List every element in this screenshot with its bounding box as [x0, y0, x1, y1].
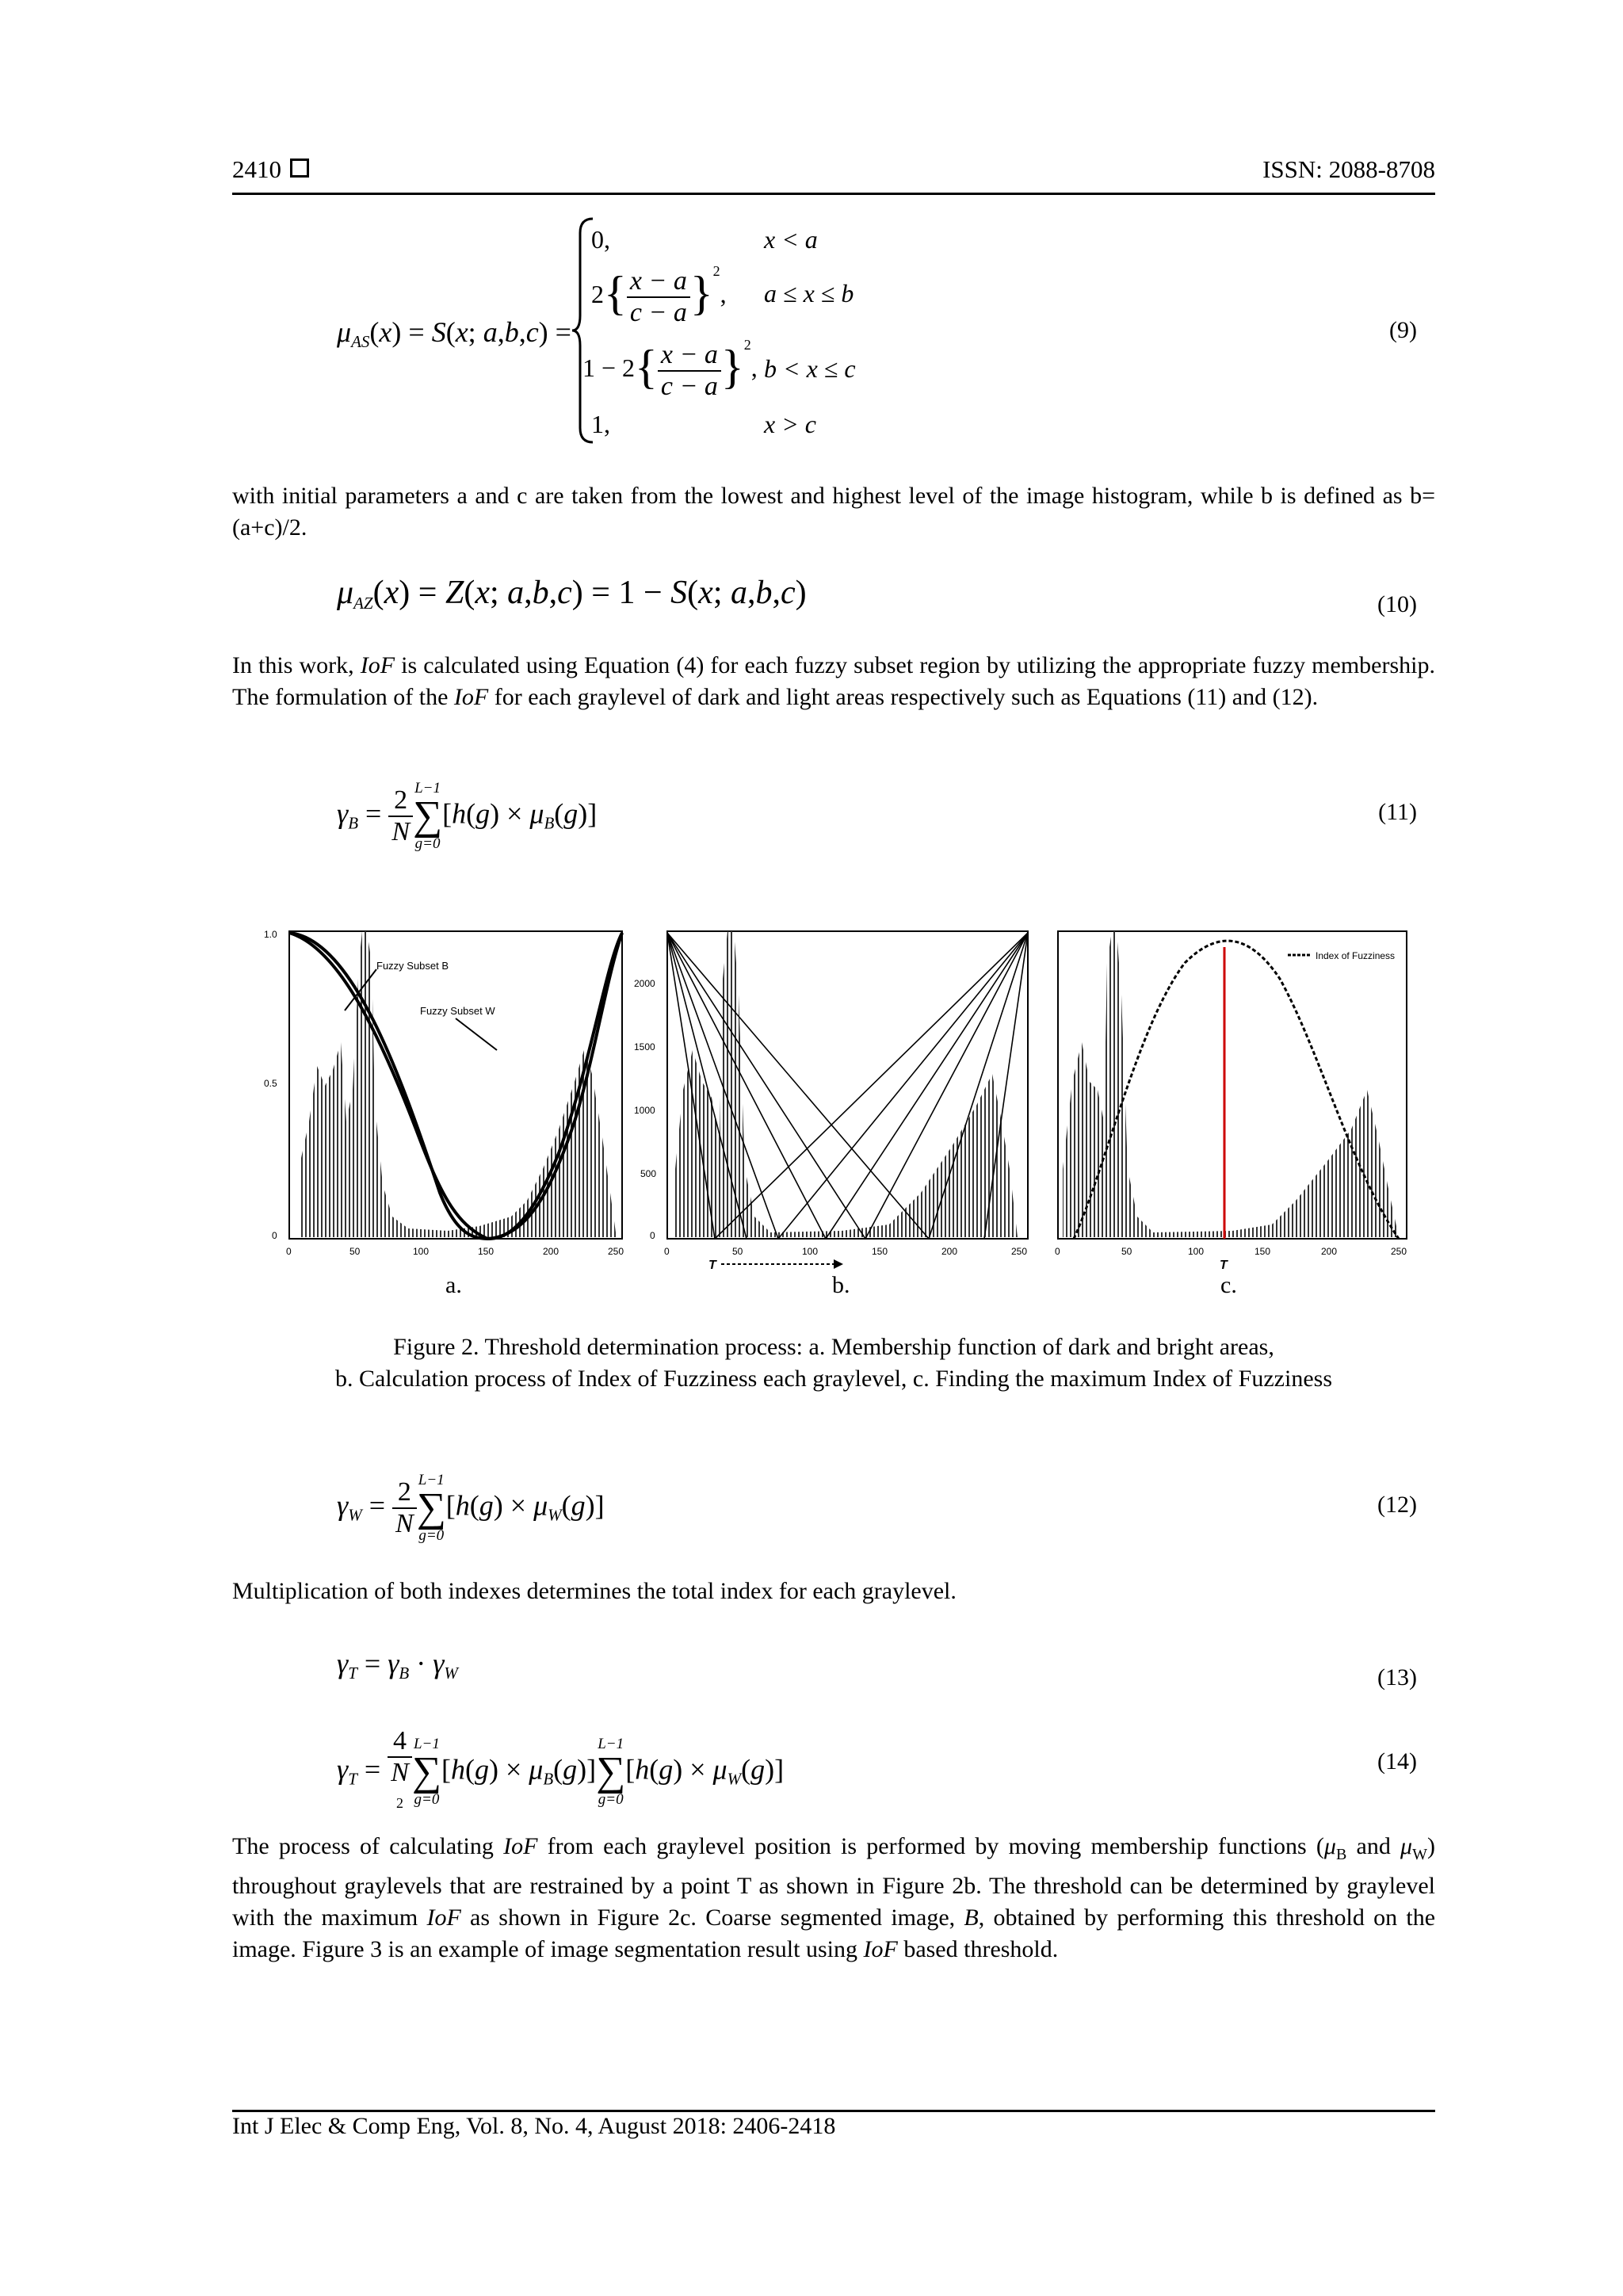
svg-text:0: 0 — [272, 1230, 277, 1241]
svg-text:T: T — [708, 1259, 716, 1272]
square-bullet-icon — [290, 159, 309, 178]
svg-text:1.0: 1.0 — [264, 929, 277, 940]
svg-text:100: 100 — [1188, 1246, 1205, 1257]
paragraph-process-description: The process of calculating IoF from each graylevel position is performed by moving membership functions ($\mu_B$ and $\mu_W$) throughout graylevels that are restrained by a point T as shown in Figure 2b. The threshold can be determined by graylevel with the maximum IoF as shown in Figure 2c. Coarse segmented image, B, obtained by performing this threshold on the image. Figure 3 is an example of image segmentation result using IoF based threshold. — [232, 1833, 1436, 1962]
svg-text:200: 200 — [941, 1246, 958, 1257]
equation-14: $\gamma_T$ = 4 N 2 L−1 ∑ g=0 $[h(g) \times \mu_B(g)]$ L−1 ∑ g=0 $[h(g) \times \mu_W(g)]$ — [337, 1726, 785, 1811]
equation-number-11: (11) — [1378, 799, 1417, 825]
figure-caption: Figure 2. Threshold determination process: a. Membership function of dark and bright areas, b. Calculation process of Index of Fuzziness each graylevel, c. Finding the maximum Index of Fuzziness — [334, 1334, 1332, 1392]
svg-text:50: 50 — [349, 1246, 361, 1257]
figure-sublabel-c: c. — [1220, 1272, 1237, 1298]
figure-2 — [254, 923, 1411, 1272]
svg-text:250: 250 — [1011, 1246, 1028, 1257]
svg-text:150: 150 — [478, 1246, 495, 1257]
svg-text:0: 0 — [650, 1230, 655, 1241]
equation-11: $\gamma_B$ = $\frac{2}{N}$ L−1 ∑ g=0 $[h(g) \times \mu_B(g)]$ — [337, 780, 598, 852]
equation-number-14: (14) — [1377, 1748, 1417, 1775]
svg-text:200: 200 — [1321, 1246, 1338, 1257]
svg-text:200: 200 — [543, 1246, 559, 1257]
svg-text:250: 250 — [1391, 1246, 1407, 1257]
svg-text:1000: 1000 — [634, 1105, 655, 1116]
svg-text:0: 0 — [286, 1246, 292, 1257]
svg-text:50: 50 — [1121, 1246, 1132, 1257]
svg-text:0: 0 — [664, 1246, 670, 1257]
svg-text:2000: 2000 — [634, 978, 655, 989]
label-fuzzy-subset-w: Fuzzy Subset W — [420, 1005, 495, 1017]
footer-rule — [232, 2110, 1435, 2112]
equation-number-10: (10) — [1377, 591, 1417, 617]
figure-panel-a — [264, 929, 624, 1257]
label-fuzzy-subset-b: Fuzzy Subset B — [376, 960, 449, 972]
paragraph-iof-calculation: In this work, IoF is calculated using Equation (4) for each fuzzy subset region by utilizing the appropriate fuzzy membership. The formulation of the IoF for each graylevel of dark and light areas respectively such as Equations (11) and (12). — [232, 652, 1435, 710]
issn: ISSN: 2088-8708 — [1262, 155, 1435, 183]
figure-panel-b — [634, 931, 1028, 1272]
svg-text:100: 100 — [802, 1246, 819, 1257]
svg-text:150: 150 — [1254, 1246, 1271, 1257]
equation-number-9: (9) — [1389, 317, 1417, 343]
figure-panel-c — [1055, 931, 1407, 1272]
legend-index-of-fuzziness: Index of Fuzziness — [1316, 950, 1396, 961]
equation-10: $\mu_{AZ}(x) = Z(x$; a,b,c) = 1 − S(x; a,b,c) — [337, 575, 807, 613]
svg-text:0.5: 0.5 — [264, 1078, 277, 1089]
figure-sublabel-a: a. — [445, 1272, 462, 1298]
equation-number-12: (12) — [1377, 1492, 1417, 1518]
svg-text:500: 500 — [640, 1168, 657, 1179]
footer-citation: Int J Elec & Comp Eng, Vol. 8, No. 4, August 2018: 2406-2418 — [232, 2113, 836, 2139]
equation-12: $\gamma_W$ = $\frac{2}{N}$ L−1 ∑ g=0 $[h(g) \times \mu_W(g)]$ — [337, 1472, 605, 1544]
svg-text:150: 150 — [872, 1246, 888, 1257]
arrow-right-icon — [834, 1259, 843, 1269]
page-number: 2410 — [232, 155, 281, 183]
svg-text:T: T — [1220, 1259, 1228, 1272]
svg-text:1500: 1500 — [634, 1041, 655, 1052]
paragraph-multiplication: Multiplication of both indexes determines the total index for each graylevel. — [232, 1578, 957, 1604]
svg-text:0: 0 — [1055, 1246, 1060, 1257]
equation-13: $\gamma_T = \gamma_B \cdot \gamma_W$ — [337, 1648, 458, 1683]
paragraph-parameters: with initial parameters a and c are taken from the lowest and highest level of the image histogram, while b is defined as b=(a+c)/2. — [232, 483, 1435, 541]
figure-sublabel-b: b. — [832, 1272, 850, 1298]
svg-text:250: 250 — [608, 1246, 624, 1257]
svg-text:100: 100 — [413, 1246, 430, 1257]
equation-number-13: (13) — [1377, 1664, 1417, 1690]
header-rule — [232, 193, 1435, 195]
svg-text:50: 50 — [732, 1246, 743, 1257]
